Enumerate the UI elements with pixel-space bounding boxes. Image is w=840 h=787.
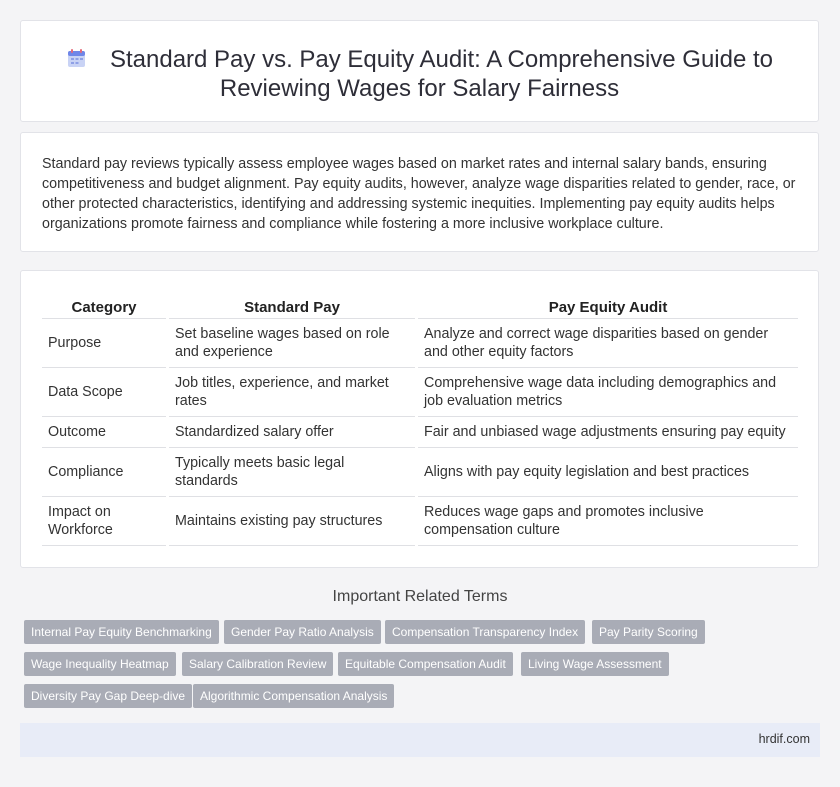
table-cell: Maintains existing pay structures [169,497,415,546]
table-row [42,417,798,448]
table-cell: Impact on Workforce [42,497,166,546]
table-row [42,497,798,546]
page-title: Standard Pay vs. Pay Equity Audit: A Comprehensive Guide to Reviewing Wages for Salary Fairness [109,46,774,102]
table-cell: Standardized salary offer [169,417,415,448]
intro-card [20,132,819,252]
table-cell: Reduces wage gaps and promotes inclusive compensation culture [418,497,798,546]
comparison-table-card [20,270,819,568]
table-cell: Job titles, experience, and market rates [169,368,415,417]
table-cell: Set baseline wages based on role and experience [169,319,415,368]
related-term-tag[interactable]: Equitable Compensation Audit [338,652,513,676]
related-terms-title: Important Related Terms [332,588,508,605]
table-cell: Purpose [42,319,166,368]
column-header-category: Category [42,296,166,319]
table-cell: Data Scope [42,368,166,417]
related-term-tag[interactable]: Internal Pay Equity Benchmarking [24,620,219,644]
table-cell: Aligns with pay equity legislation and best practices [418,448,798,497]
related-term-tag[interactable]: Wage Inequality Heatmap [24,652,176,676]
related-term-tag[interactable]: Algorithmic Compensation Analysis [193,684,394,708]
comparison-table [42,296,798,546]
related-term-tag[interactable]: Diversity Pay Gap Deep-dive [24,684,192,708]
footer [20,723,820,757]
table-cell: Analyze and correct wage disparities based on gender and other equity factors [418,319,798,368]
related-term-tag[interactable]: Gender Pay Ratio Analysis [224,620,381,644]
intro-text: Standard pay reviews typically assess employee wages based on market rates and internal salary bands, ensuring competitiveness and budget alignment. Pay equity audits, however, analyze wage disparities related to gender, race, or other protected characteristics, identifying and addressing systemic inequities. Implementing pay equity audits helps organizations promote fairness and compliance while fostering a more inclusive workplace culture. [42,156,796,232]
footer-site-link[interactable]: hrdif.com [758,732,810,746]
table-row [42,319,798,368]
page-title-wrap [61,45,778,103]
table-cell: Comprehensive wage data including demographics and job evaluation metrics [418,368,798,417]
column-header-standard-pay: Standard Pay [169,296,415,319]
table-cell: Compliance [42,448,166,497]
table-row [42,448,798,497]
related-term-tag[interactable]: Compensation Transparency Index [385,620,585,644]
related-term-tag[interactable]: Pay Parity Scoring [592,620,705,644]
table-row [42,368,798,417]
table-cell: Fair and unbiased wage adjustments ensuring pay equity [418,417,798,448]
table-cell: Outcome [42,417,166,448]
related-term-tag[interactable]: Salary Calibration Review [182,652,333,676]
related-term-tag[interactable]: Living Wage Assessment [521,652,669,676]
table-cell: Typically meets basic legal standards [169,448,415,497]
header-card [20,20,819,122]
calendar-icon [66,47,88,69]
column-header-pay-equity-audit: Pay Equity Audit [418,296,798,319]
